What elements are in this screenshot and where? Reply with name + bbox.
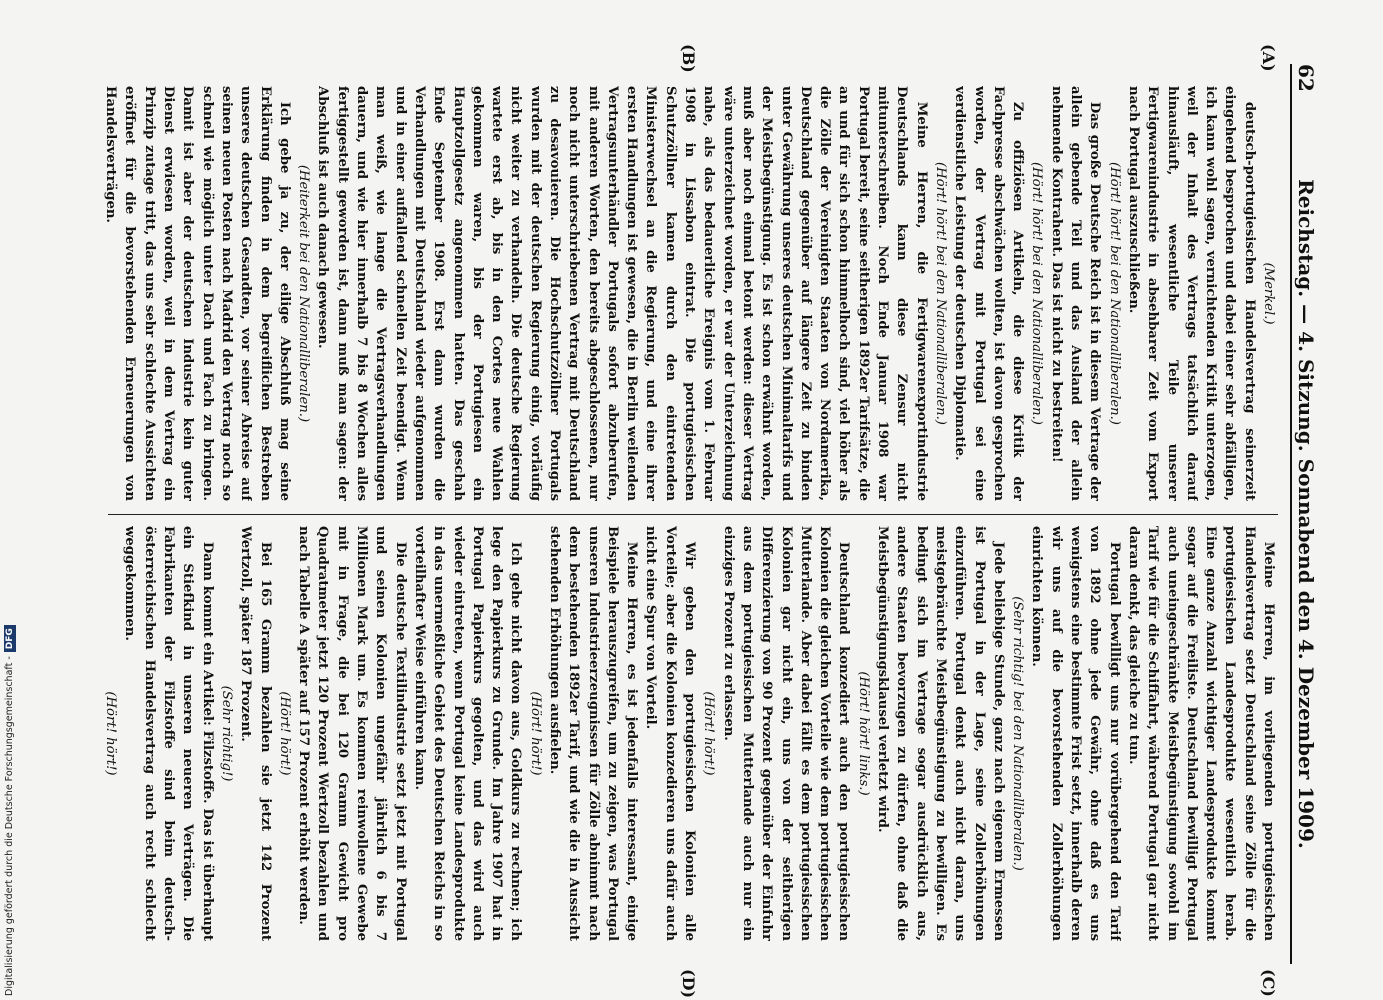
column-divider [108,514,1278,515]
paragraph: Meine Herren, im vorliegenden portugiesischen Handelsvertrag setzt Deutschland seine Zölle für die portugiesischen Landesprodukte wesentlich herab. Eine ganze Anzahl wichtiger Landesprodukte kommt sogar auf die Freiliste. Deutschland bewilligt Portugal auch uneingeschränkte Meistbegünstigung sowohl im Tarif wie für die Schiffahrt, während Portugal gar nicht daran denkt, das gleiche zu tun. [1125,526,1276,941]
speaker-name: (Merkel.) [1261,262,1276,325]
page-number: 62 [1294,64,1318,92]
paragraph: Ich gebe ja zu, der eilige Abschluß mag seine Erklärung finden in dem begreiflichen Bestreben unseres deutschen Gesandten, vor seiner Abreise auf seinen neuen Posten nach Madrid den Vertrag noch so schnell wie möglich unter Dach und Fach zu bringen. Damit ist aber der deutschen Industrie kein guter Dienst erwiesen worden, weil in dem Vertrag ein Prinzip zutage tritt, das uns sehr schlechte Aussichten eröffnet für die bevorstehenden Erneuerungen von Handelsverträgen. [103,86,292,501]
dfg-logo: DFG [4,625,16,652]
interjection: (Hört! hört! bei den Nationalliberalen.) [1106,162,1122,425]
interjection: (Hört! hört!) [701,691,717,776]
margin-mark-a: (A) [1259,44,1278,72]
paragraph: Dann kommt ein Artikel: Filzstoffe. Das ist überhaupt ein Stiefkind in unseren neueren Verträgen. Die Fabrikanten der Filzstoffe sind beim deutsch-österreichischen Handelsvertrag auch recht schlecht weggekommen. [122,526,215,941]
paragraph [98,86,101,501]
paragraph: Jede beliebige Stunde, ganz nach eigenem Ermessen ist Portugal in der Lage, seine Zollerhöhungen einzuführen. Portugal denkt auch nicht daran, uns meistgebräuchte Meistbegünstigung zu bewilligen. Es bedingt sich im Vertrage sogar ausdrücklich aus, andere Staaten bevorzugen zu dürfen, ohne daß die Meistbegünstigungsklausel verletzt wird. [875,526,1006,941]
interjection: (Heiterkeit bei den Nationalliberalen.) [296,164,312,423]
paragraph: Deutschland konzediert auch den portugiesischen Kolonien die gleichen Vorteile wie dem portugiesischen Mutterlande. Aber dabei fällt es dem portugiesischen Kolonien gar nicht ein, uns von der seitherigen Differenzierung von 90 Prozent gegenüber der Einfuhr aus dem portugiesischen Mutterlande auch nur ein einziges Prozent zu erlassen. [720,526,852,941]
interjection: (Sehr richtig! bei den Nationalliberalen.) [1010,596,1026,871]
margin-mark-c: (C) [1259,969,1278,997]
interjection: (Hört! hört! bei den Nationalliberalen.) [932,162,948,425]
paragraph: Ich gehe nicht davon aus, Goldkurs zu rechnen; ich lege den Papierkurs zu Grunde. Im Jahre 1907 hat in Portugal Papierkurs gegolten, und das wird auch wieder eintreten, wenn Portugal keine Landesprodukte in das unermeßliche Gebiet des Deutschen Reichs in so vorteilhafter Weise einführen kann. [411,526,524,941]
paragraph: Bei 165 Gramm bezahlen sie jetzt 142 Prozent Wertzoll, später 187 Prozent. [238,526,273,941]
rotated-document-page [88,44,1318,999]
paragraph: Meine Herren, die Fertigwarenexportindustrie Deutschlands kann diese Zensur nicht mitunterschreiben. Noch Ende Januar 1908 war Portugal bereit, seine seitherigen 1892er Tarifsätze, die an und für sich schon himmelhoch sind, viel höher als die Zölle der Vereinigten Staaten von Nordamerika, Deutschland gegenüber auf längere Zeit zu binden unter Gewährung unseres deutschen Minimaltarifs und der Meistbegünstigung. Es ist schon erwähnt worden, muß aber noch einmal betont werden: dieser Vertrag wäre unterzeichnet worden, er war der Unterzeichnung nahe, als das bedauerliche Ereignis vom 1. Februar 1908 in Lissabon eintrat. Die portugiesischen Schutzzöllner kamen durch den eintretenden Ministerwechsel an die Regierung, und eine ihrer ersten Handlungen ist gewesen, die in Berlin weilenden Vertragsunterhändler Portugals sofort abzuberufen, mit anderen Worten, den bereits abgeschlossenen, nur noch nicht unterschriebenen Vertrag mit Deutschland zu desavouieren. Die Hochschutzzöllner Portugals wurden mit der deutschen Regierung einig, vorläufig nicht weiter zu verhandeln. Die deutsche Regierung wartete erst ab, bis in den Cortes neue Wahlen gekommen waren, bis der Portugiesen ein Hauptzollgesetz angenommen hatten. Das geschah Ende September 1908. Erst dann wurden die Verhandlungen mit Deutschland wieder aufgenommen und in einer auffallend schnellen Zeit beendigt. Wenn man weiß, wie lange die Vertragsverhandlungen dauern, und wie hier innerhalb 7 bis 8 Wochen alles fertiggestellt geworden ist, dann muß man sagen: der Abschluß ist auch danach gewesen. [315,86,929,501]
paragraph: Wir geben den portugiesischen Kolonien alle Vorteile; aber die Kolonien konzedieren uns dafür auch nicht eine Spur von Vorteil. [643,526,698,941]
interjection: (Hört! hört! bei den Nationalliberalen.) [1029,162,1045,425]
page-header [1290,64,1318,964]
paragraph [98,526,101,941]
digitization-credit [4,0,20,996]
left-text-column [98,86,1278,501]
paragraph: Meine Herren, es ist jedenfalls interessant, einige Beispiele herauszugreifen, um zu zeigen, was Portugal unseren Industrieerzeugnissen für Zölle abnimmt nach dem bestehenden 1892er Tarif, und wie die in Aussicht stehenden Erhöhungen ausfielen. [547,526,640,941]
interjection: (Hört! hört!) [276,691,292,776]
interjection: (Sehr richtig!) [218,685,234,782]
paragraph: Das große Deutsche Reich ist in diesem Vertrage der allein gebende Teil und das Ausland der allein nehmende Kontrahent. Das ist nicht zu bestreiten! [1048,86,1103,501]
margin-mark-d: (D) [679,969,698,999]
paragraph: Portugal bewilligt uns nur vorübergehend den Tarif von 1892 ohne jede Gewähr, ohne daß es uns wenigstens eine bestimmte Frist setzt, innerhalb deren wir uns auf die bevorstehenden Zollerhöhungen einrichten können. [1029,526,1122,941]
paragraph: deutsch-portugiesischen Handelsvertrag seinerzeit eingehend besprochen und dabei einer sehr abfälligen, ich kann wohl sagen, vernichtenden Kritik unterzogen, weil der Inhalt des Vertrags tatsächlich darauf hinausläuft, wesentliche Teile unserer Fertigwarenindustrie in absehbarer Zeit vom Export nach Portugal auszuschließen. [1125,86,1257,501]
interjection: (Hört! hört! links.) [855,671,871,796]
page-title: Reichstag. — 4. Sitzung. Sonnabend den 4. Dezember 1909. [1294,179,1318,849]
paragraph: Die deutsche Textilindustrie setzt jetzt mit Portugal und seinen Kolonien ungefähr jährlich 6 bis 7 Millionen Mark um. Es kommen reinwollene Gewebe mit in Frage, die bei 120 Gramm Gewicht pro Quadratmeter jetzt 120 Prozent Wertzoll bezahlen und nach Tabelle A später auf 157 Prozent erhöht werden. [296,526,408,941]
right-text-column [98,526,1278,941]
margin-mark-b: (B) [679,44,698,73]
interjection: (Hört! hört!) [527,691,543,776]
credit-text: Digitalisierung gefördert durch die Deutsche Forschungsgemeinschaft - [4,656,15,996]
paragraph: Zu offiziösen Artikeln, die diese Kritik der Fachpresse abschwächen wollten, ist davon gesprochen worden, der Vertrag mit Portugal sei eine verdienstliche Leistung der deutschen Diplomatie. [952,86,1026,501]
interjection: (Hört! hört!) [103,691,119,776]
